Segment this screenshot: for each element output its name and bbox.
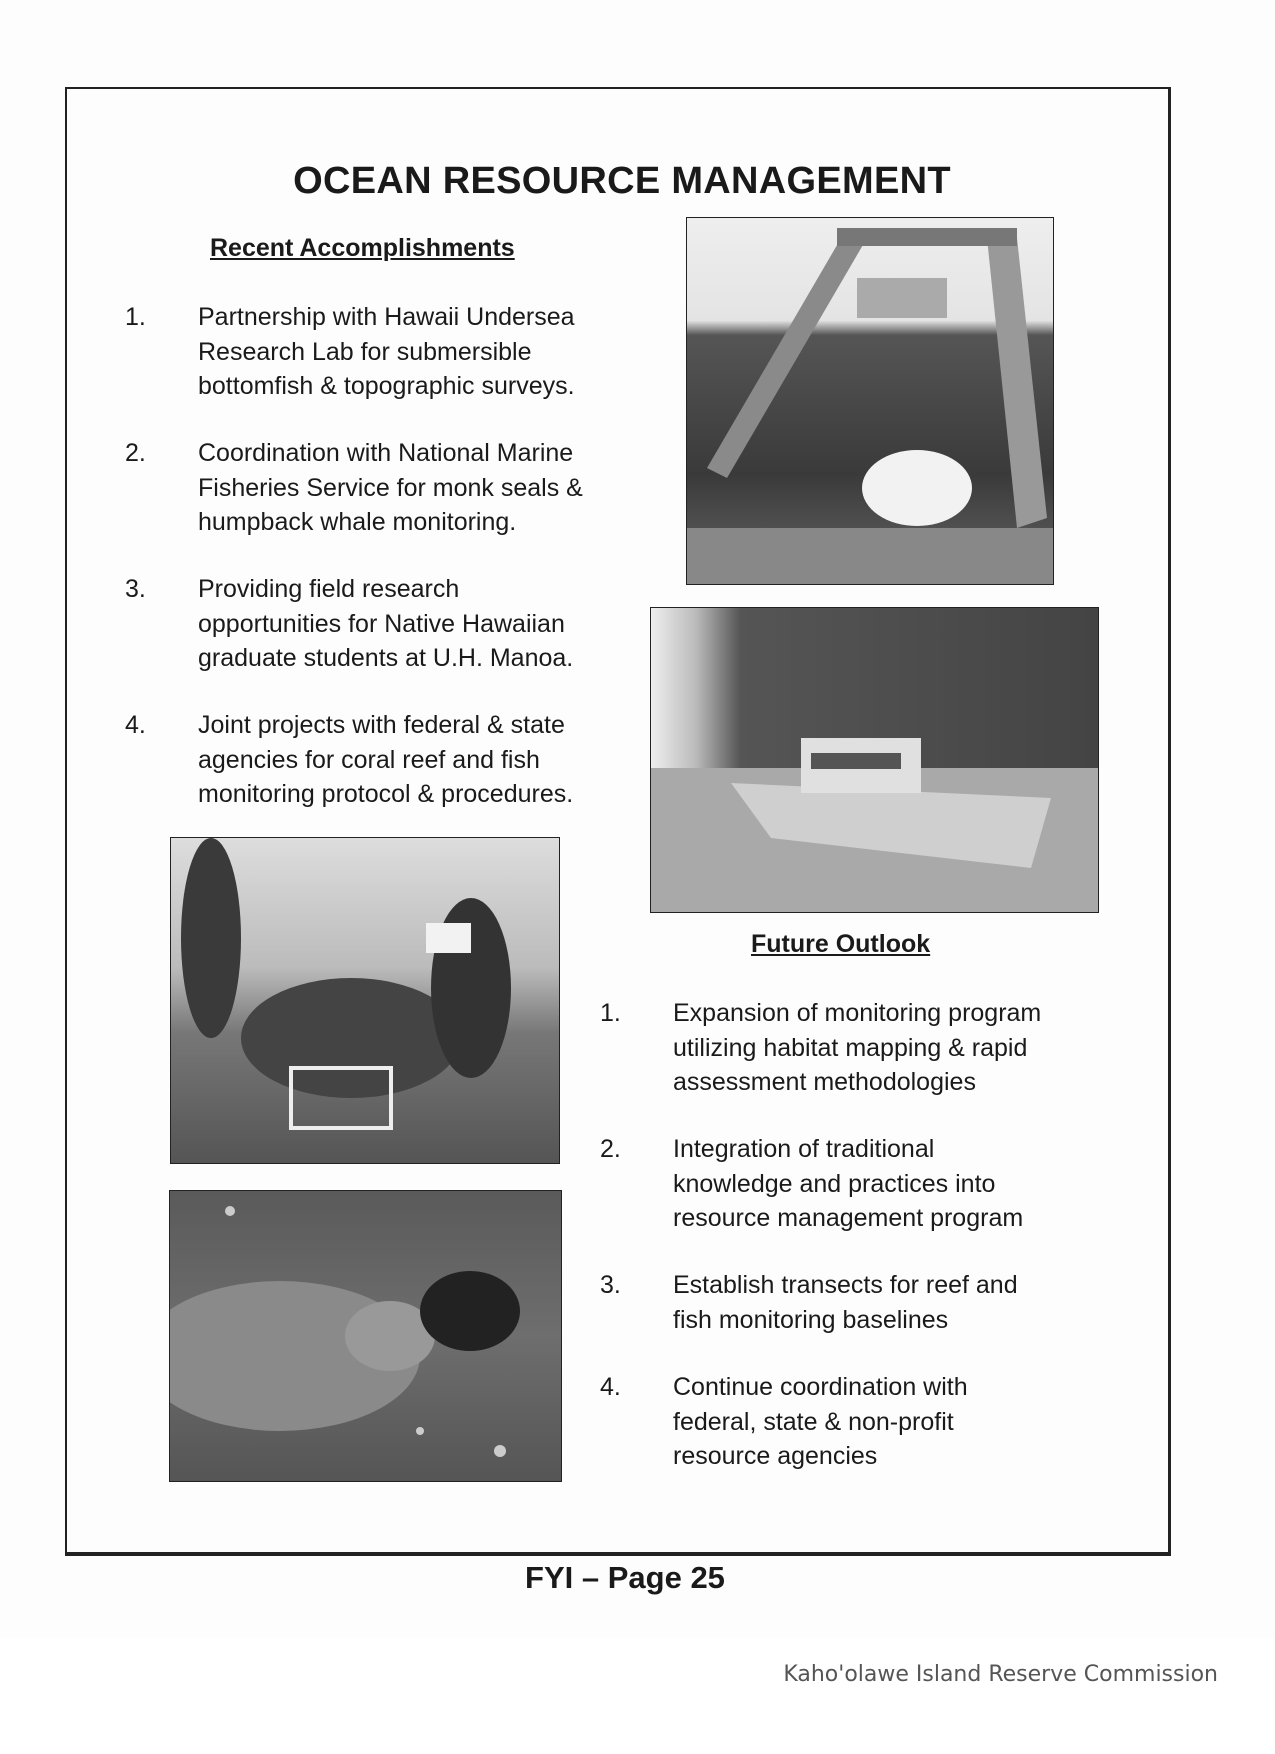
item-number: 1.	[600, 999, 621, 1027]
item-text: Joint projects with federal & state agencies for coral reef and fish monitoring protocol & procedures.	[198, 711, 574, 808]
item-number: 4.	[600, 1373, 621, 1401]
item-number: 2.	[125, 439, 146, 467]
item-number: 3.	[125, 575, 146, 603]
list-item	[600, 1132, 1100, 1242]
item-text: Establish transects for reef and fish monitoring baselines	[673, 1271, 1018, 1334]
item-text: Providing field research opportunities for Native Hawaiian graduate students at U.H. Manoa.	[198, 575, 574, 672]
source-credit: Kaho'olawe Island Reserve Commission	[783, 1662, 1218, 1687]
item-text: Expansion of monitoring program utilizing habitat mapping & rapid assessment methodologies	[673, 999, 1042, 1096]
field-research-students-photo	[170, 837, 560, 1164]
item-number: 4.	[125, 711, 146, 739]
list-item	[600, 1268, 1100, 1344]
list-item	[125, 572, 665, 682]
list-item	[125, 436, 665, 546]
list-item	[600, 996, 1100, 1106]
page-number: FYI – Page 25	[525, 1560, 725, 1595]
item-number: 2.	[600, 1135, 621, 1163]
list-item	[600, 1370, 1100, 1480]
item-text: Partnership with Hawaii Undersea Research Lab for submersible bottomfish & topographic surveys.	[198, 303, 575, 400]
item-number: 3.	[600, 1271, 621, 1299]
list-item	[125, 300, 665, 410]
item-text: Integration of traditional knowledge and practices into resource management program	[673, 1135, 1024, 1232]
item-text: Coordination with National Marine Fisheries Service for monk seals & humpback whale monitoring.	[198, 439, 583, 536]
monk-seal-photo	[169, 1190, 562, 1482]
page-title: OCEAN RESOURCE MANAGEMENT	[293, 160, 951, 202]
item-number: 1.	[125, 303, 146, 331]
future-outlook-heading: Future Outlook	[751, 930, 931, 958]
recent-accomplishments-heading: Recent Accomplishments	[210, 234, 515, 262]
list-item	[125, 708, 665, 818]
submersible-launch-photo	[686, 217, 1054, 585]
item-text: Continue coordination with federal, state & non-profit resource agencies	[673, 1373, 968, 1470]
page-bottom-margin	[0, 1638, 1275, 1754]
research-boat-photo	[650, 607, 1099, 913]
